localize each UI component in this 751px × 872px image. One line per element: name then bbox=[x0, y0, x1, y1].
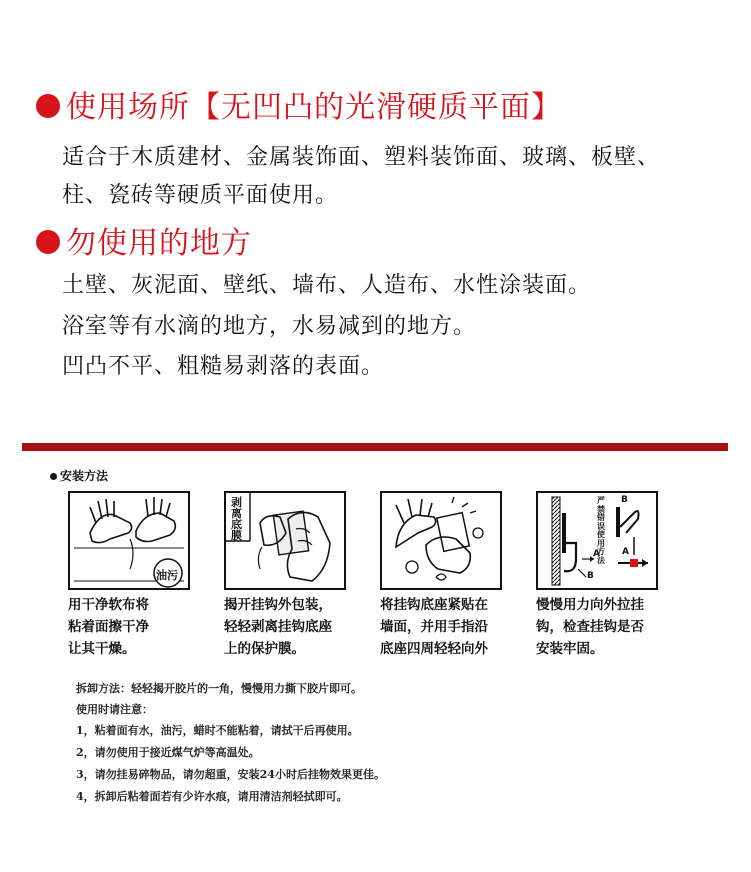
step-1-illustration bbox=[68, 491, 190, 590]
note-item-2: 2，请勿使用于接近煤气炉等高温处。 bbox=[76, 746, 260, 759]
step-2-caption-line: 上的保护膜。 bbox=[224, 641, 305, 657]
step-3-caption-line: 墙面，并用手指沿 bbox=[380, 619, 488, 635]
step-1-caption-line: 用干净软布将 bbox=[68, 597, 149, 613]
usage-line-2: 柱、瓷砖等硬质平面使用。 bbox=[62, 183, 339, 208]
step-2-illustration bbox=[224, 491, 346, 590]
mark-a: A bbox=[622, 547, 629, 557]
note-item-4: 4，拆卸后粘着面若有少许水痕，请用清洁剂轻拭即可。 bbox=[76, 790, 348, 803]
step-1-caption-line: 让其干燥。 bbox=[68, 641, 136, 657]
section-divider bbox=[22, 443, 728, 451]
avoid-title-text: 勿使用的地方 bbox=[66, 226, 252, 261]
removal-note: 拆卸方法：轻轻揭开胶片的一角，慢慢用力撕下胶片即可。 bbox=[76, 682, 362, 695]
peel-film-label: 剥离底膜 bbox=[231, 496, 242, 542]
step-3-illustration bbox=[380, 491, 502, 590]
oil-stain-badge: 油污 bbox=[156, 569, 178, 582]
mark-b: B bbox=[621, 495, 628, 505]
black-bullet-icon bbox=[50, 473, 57, 480]
avoid-line-2: 浴室等有水滴的地方，水易减到的地方。 bbox=[62, 314, 477, 339]
avoid-section-title bbox=[36, 218, 252, 262]
step-1-caption bbox=[68, 594, 149, 660]
note-item-3: 3，请勿挂易碎物品，请勿超重，安装24小时后挂物效果更佳。 bbox=[76, 768, 385, 781]
step-4-illustration bbox=[536, 491, 658, 590]
red-bullet-icon bbox=[36, 230, 60, 254]
usage-title-text: 使用场所【无凹凸的光滑硬质平面】 bbox=[66, 90, 562, 125]
note-item-1: 1，粘着面有水，油污，蜡时不能粘着，请拭干后再使用。 bbox=[76, 724, 359, 737]
step-2-caption-line: 轻轻剥离挂钩底座 bbox=[224, 619, 332, 635]
step-2-caption bbox=[224, 594, 332, 660]
install-title-text: 安装方法 bbox=[60, 469, 109, 483]
mark-b: B bbox=[587, 571, 594, 581]
step-1-caption-line: 粘着面擦干净 bbox=[68, 619, 149, 635]
avoid-line-3: 凹凸不平、粗糙易剥落的表面。 bbox=[62, 354, 385, 379]
step-3-caption-line: 底座四周轻轻向外 bbox=[380, 641, 488, 657]
mark-a: A bbox=[593, 549, 600, 559]
install-title bbox=[50, 467, 108, 484]
avoid-line-1: 土壁、灰泥面、壁纸、墙布、人造布、水性涂装面。 bbox=[62, 273, 592, 298]
step-4-caption-line: 慢慢用力向外拉挂 bbox=[536, 597, 644, 613]
step-4-caption bbox=[536, 594, 644, 660]
red-bullet-icon bbox=[36, 94, 60, 118]
press-hook-icon bbox=[382, 493, 500, 588]
usage-section-title bbox=[36, 82, 562, 126]
wrong-usage-label: 严禁错误使用方法 bbox=[597, 496, 605, 565]
step-3-caption-line: 将挂钩底座紧贴在 bbox=[380, 597, 488, 613]
usage-line-1: 适合于木质建材、金属装饰面、塑料装饰面、玻璃、板壁、 bbox=[62, 145, 661, 170]
step-4-caption-line: 钩，检查挂钩是否 bbox=[536, 619, 644, 635]
step-2-caption-line: 揭开挂钩外包装， bbox=[224, 597, 332, 613]
notes-heading: 使用时请注意： bbox=[76, 703, 153, 716]
step-3-caption bbox=[380, 594, 488, 660]
step-4-caption-line: 安装牢固。 bbox=[536, 641, 604, 657]
